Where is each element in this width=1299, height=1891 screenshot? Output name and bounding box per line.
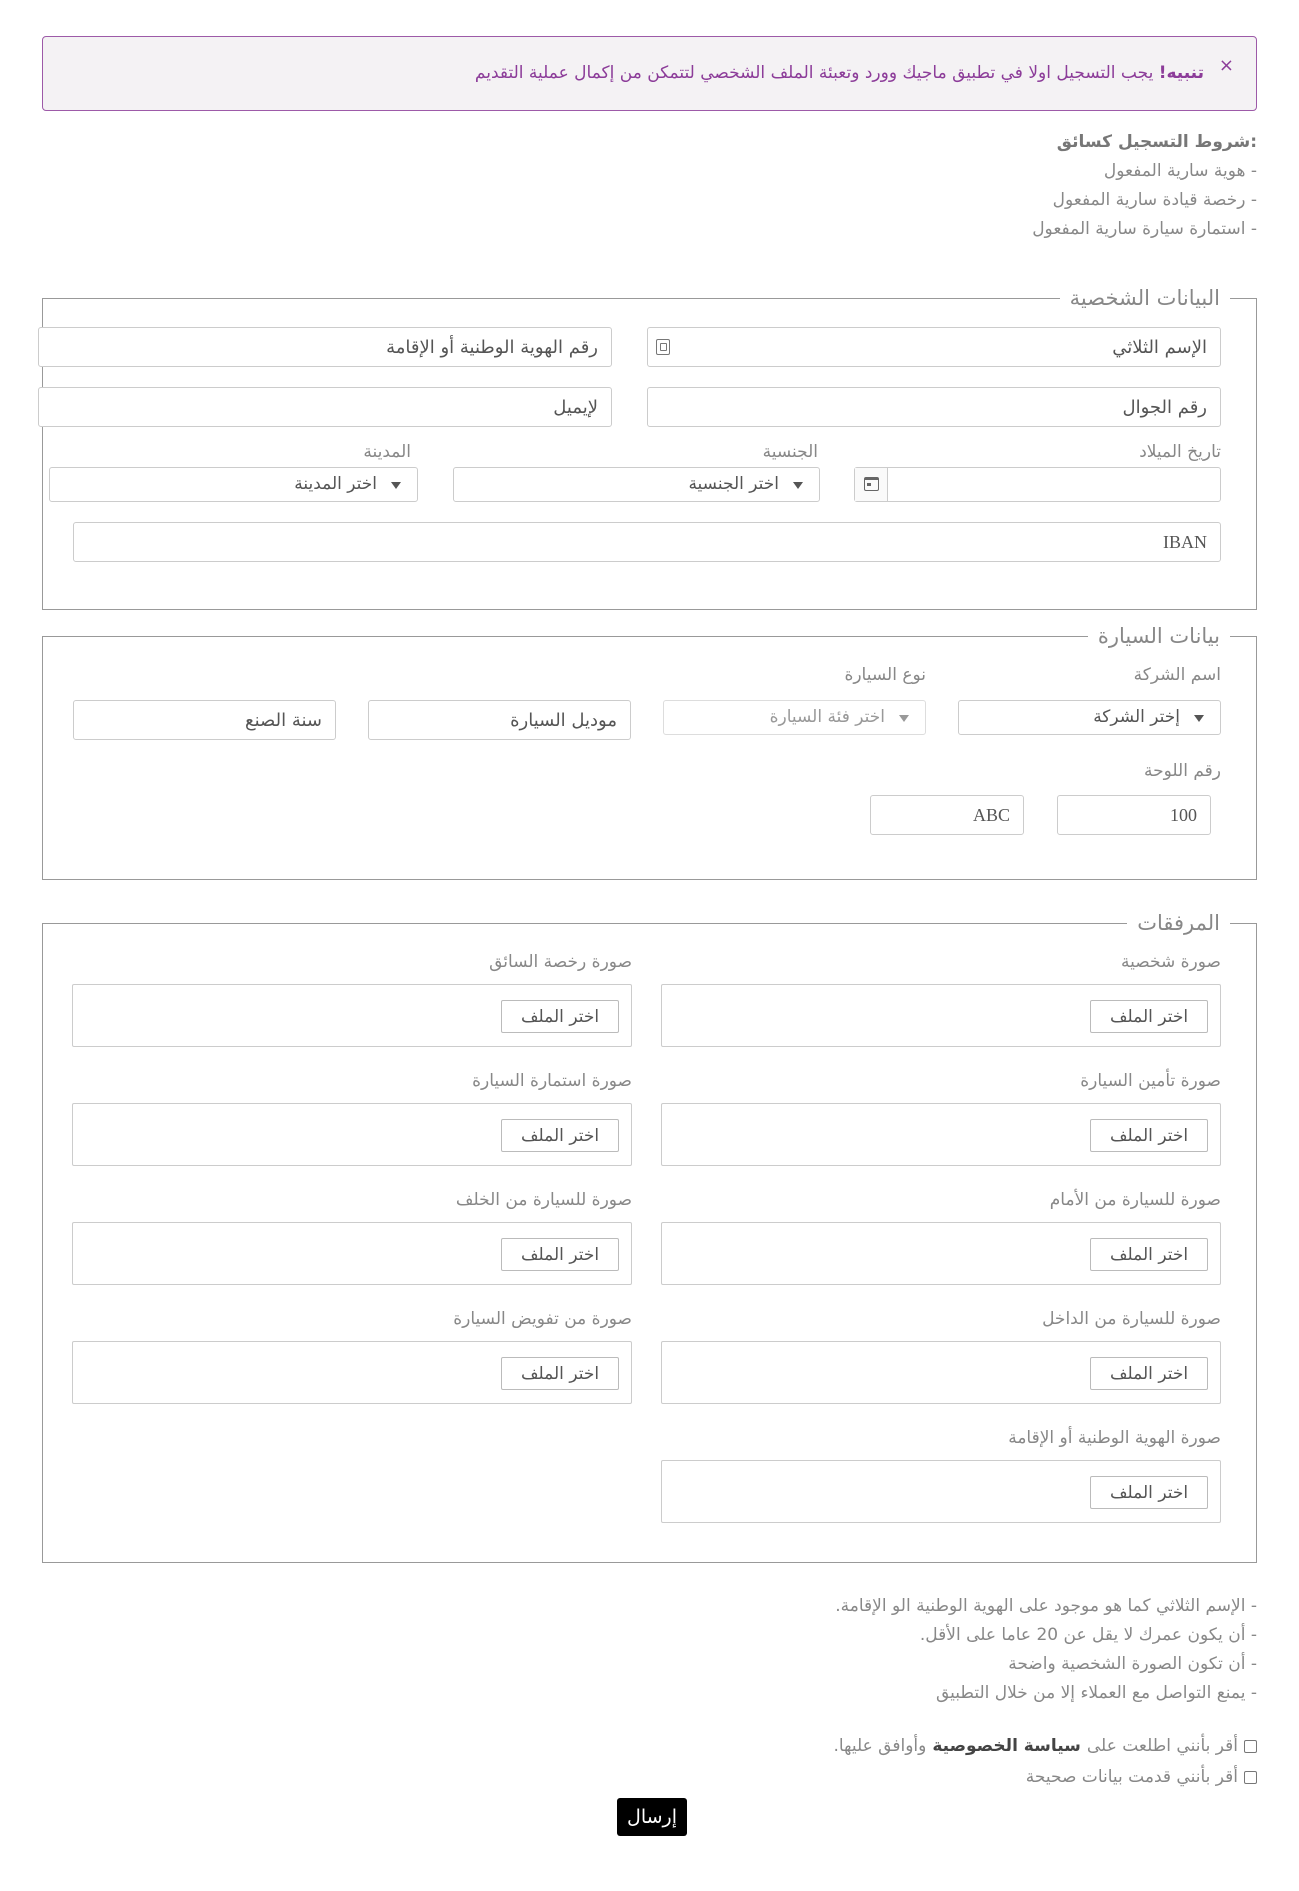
attachment-label-car-insurance: صورة تأمين السيارة (1080, 1071, 1221, 1091)
submit-button[interactable]: إرسال (617, 1798, 687, 1836)
privacy-agreement-row (833, 1736, 1257, 1756)
alert-strong: تنبيه! (1158, 63, 1204, 83)
national-id-placeholder: رقم الهوية الوطنية أو الإقامة (386, 336, 598, 358)
national-id-input[interactable] (38, 327, 612, 367)
car-model-placeholder: موديل السيارة (510, 709, 617, 731)
choose-file-button[interactable]: اختر الملف (1090, 1000, 1208, 1033)
mobile-input[interactable] (647, 387, 1221, 427)
car-front-file-input[interactable] (661, 1222, 1221, 1285)
registration-alert (42, 36, 1257, 111)
choose-file-button[interactable]: اختر الملف (1090, 1357, 1208, 1390)
note-item: - يمنع التواصل مع العملاء إلا من خلال التطبيق (935, 1683, 1257, 1703)
email-input[interactable] (38, 387, 612, 427)
mobile-placeholder: رقم الجوال (1122, 396, 1207, 418)
car-interior-file-input[interactable] (661, 1341, 1221, 1404)
plate-number-value: 100 (1170, 804, 1197, 825)
alert-text: يجب التسجيل اولا في تطبيق ماجيك وورد وتعبئة الملف الشخصي لتتمكن من إكمال عملية التقديم (474, 63, 1159, 83)
calendar-icon (864, 477, 879, 491)
attachment-label-personal-photo: صورة شخصية (1121, 952, 1221, 972)
city-select[interactable] (49, 467, 418, 502)
birthdate-input[interactable] (854, 467, 1221, 502)
choose-file-button[interactable]: اختر الملف (1090, 1238, 1208, 1271)
car-data-section (42, 624, 1257, 880)
car-type-select[interactable] (663, 700, 926, 735)
manufacture-year-placeholder: سنة الصنع (245, 709, 322, 731)
company-select-value: إختر الشركة (1093, 707, 1180, 727)
condition-item: - رخصة قيادة سارية المفعول (1052, 190, 1257, 210)
car-registration-file-input[interactable] (72, 1103, 632, 1166)
car-type-label: نوع السيارة (844, 665, 926, 685)
plate-number-label: رقم اللوحة (1144, 761, 1221, 781)
correct-data-checkbox[interactable] (1244, 1771, 1257, 1784)
privacy-policy-link[interactable]: سياسة الخصوصية (932, 1736, 1081, 1756)
iban-placeholder: IBAN (1163, 531, 1207, 552)
plate-letters-input[interactable] (870, 795, 1024, 835)
attachments-section (42, 911, 1257, 1563)
condition-item: - استمارة سيارة سارية المفعول (1032, 219, 1257, 239)
attachment-label-driver-license: صورة رخصة السائق (489, 952, 632, 972)
registration-conditions (1032, 128, 1257, 244)
chevron-down-icon (391, 482, 401, 489)
chevron-down-icon (1194, 715, 1204, 722)
choose-file-button[interactable]: اختر الملف (1090, 1476, 1208, 1509)
note-item: - أن تكون الصورة الشخصية واضحة (1008, 1654, 1257, 1674)
national-id-file-input[interactable] (661, 1460, 1221, 1523)
company-label: اسم الشركة (1133, 665, 1221, 685)
nationality-select[interactable] (453, 467, 820, 502)
choose-file-button[interactable]: اختر الملف (501, 1357, 619, 1390)
full-name-placeholder: الإسم الثلاثي (1112, 336, 1207, 358)
manufacture-year-input[interactable] (73, 700, 336, 740)
plate-number-input[interactable] (1057, 795, 1211, 835)
car-data-legend: بيانات السيارة (1088, 623, 1230, 649)
correct-data-text: أقر بأنني قدمت بيانات صحيحة (1025, 1767, 1238, 1787)
full-name-input[interactable] (647, 327, 1221, 367)
birthdate-label: تاريخ الميلاد (1139, 442, 1221, 462)
car-authorization-file-input[interactable] (72, 1341, 632, 1404)
correct-data-agreement-row (1026, 1767, 1257, 1787)
close-icon[interactable]: × (1218, 55, 1234, 76)
personal-data-legend: البيانات الشخصية (1060, 285, 1230, 311)
alert-message (475, 63, 1204, 83)
car-back-file-input[interactable] (72, 1222, 632, 1285)
plate-letters-value: ABC (972, 804, 1010, 825)
driver-license-file-input[interactable] (72, 984, 632, 1047)
privacy-agreement-text-after: وأوافق عليها. (833, 1736, 927, 1756)
privacy-agreement-text-before: أقر بأنني اطلعت على (1086, 1736, 1238, 1756)
city-label: المدينة (363, 442, 411, 462)
nationality-label: الجنسية (762, 442, 818, 462)
attachment-label-car-interior: صورة للسيارة من الداخل (1042, 1309, 1221, 1329)
choose-file-button[interactable]: اختر الملف (501, 1000, 619, 1033)
personal-photo-file-input[interactable] (661, 984, 1221, 1047)
note-item: - أن يكون عمرك لا يقل عن 20 عاما على الأقل. (919, 1625, 1257, 1645)
city-select-value: اختر المدينة (294, 474, 377, 494)
attachment-label-car-registration: صورة استمارة السيارة (472, 1071, 632, 1091)
chevron-down-icon (793, 482, 803, 489)
company-select[interactable] (958, 700, 1221, 735)
personal-data-section (42, 286, 1257, 610)
choose-file-button[interactable]: اختر الملف (501, 1119, 619, 1152)
choose-file-button[interactable]: اختر الملف (501, 1238, 619, 1271)
conditions-title: :شروط التسجيل كسائق (1056, 132, 1257, 152)
chevron-down-icon (899, 715, 909, 722)
iban-input[interactable] (73, 522, 1221, 562)
contact-card-icon (656, 339, 670, 355)
car-model-input[interactable] (368, 700, 631, 740)
attachments-legend: المرفقات (1127, 910, 1230, 936)
car-type-select-value: اختر فئة السيارة (769, 707, 885, 727)
nationality-select-value: اختر الجنسية (688, 474, 779, 494)
attachment-label-car-front: صورة للسيارة من الأمام (1049, 1190, 1221, 1210)
attachment-label-car-back: صورة للسيارة من الخلف (455, 1190, 632, 1210)
car-insurance-file-input[interactable] (661, 1103, 1221, 1166)
email-placeholder: لإيميل (553, 396, 598, 418)
attachment-label-car-authorization: صورة من تفويض السيارة (453, 1309, 632, 1329)
choose-file-button[interactable]: اختر الملف (1090, 1119, 1208, 1152)
attachment-label-national-id: صورة الهوية الوطنية أو الإقامة (1008, 1428, 1221, 1448)
privacy-agreement-checkbox[interactable] (1244, 1740, 1257, 1753)
condition-item: - هوية سارية المفعول (1103, 161, 1257, 181)
note-item: - الإسم الثلاثي كما هو موجود على الهوية الوطنية الو الإقامة. (835, 1596, 1257, 1616)
registration-notes (835, 1592, 1257, 1708)
date-picker-button[interactable] (855, 468, 888, 501)
